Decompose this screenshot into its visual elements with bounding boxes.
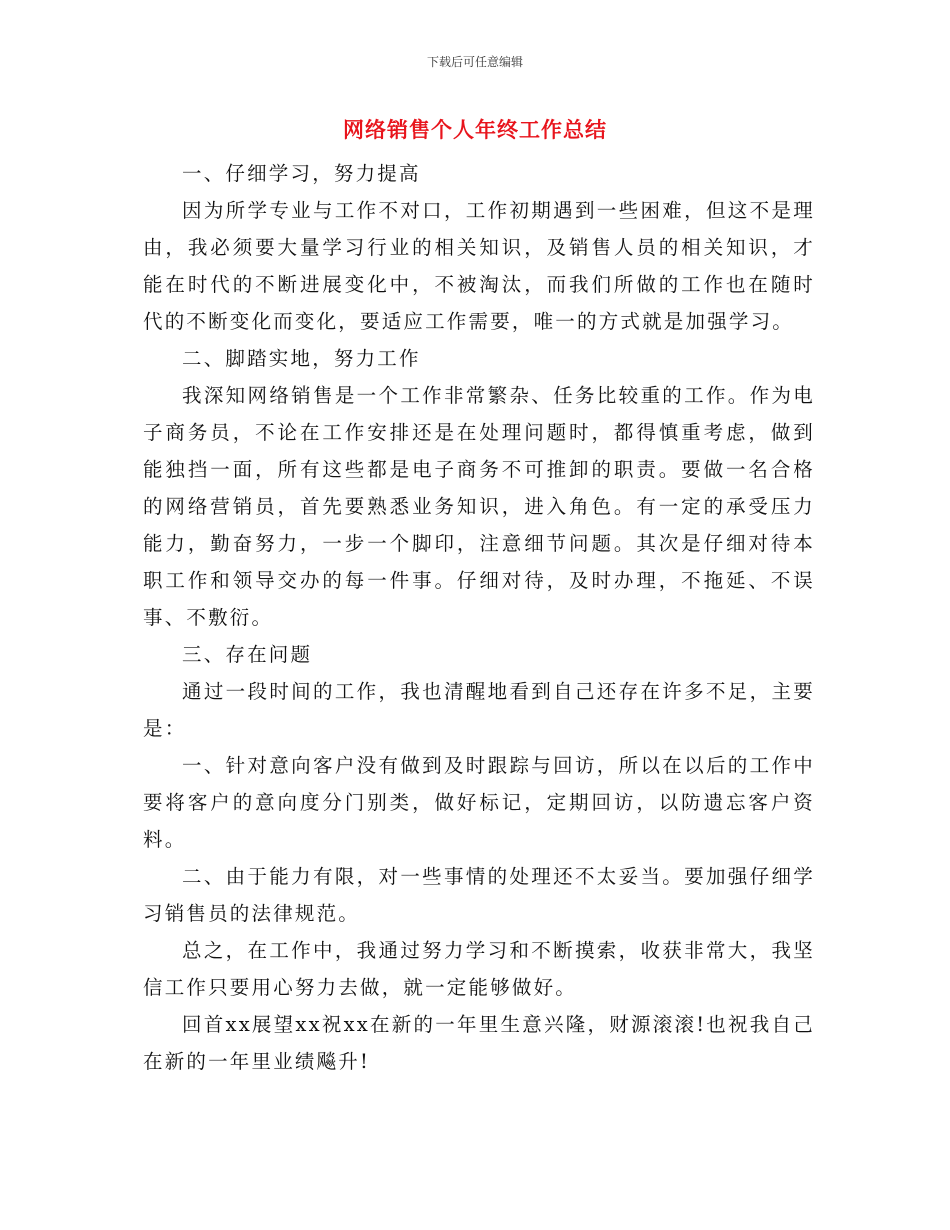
- section-heading-study: 一、仔细学习，努力提高: [182, 162, 421, 185]
- paragraph-study: 因为所学专业与工作不对口，工作初期遇到一些困难，但这不是理由，我必须要大量学习行业的相关知识，及销售人员的相关知识，才能在时代的不断进展变化中，不被淘汰，而我们所做的工作也在随时代的不断变化而变化，要适应工作需要，唯一的方式就是加强学习。: [143, 199, 815, 333]
- paragraph-closing: 回首xx展望xx祝xx在新的一年里生意兴隆，财源滚滚!也祝我自己在新的一年里业绩飚升!: [143, 1013, 815, 1073]
- document-title: 网络销售个人年终工作总结: [343, 118, 607, 142]
- section-heading-problems: 三、存在问题: [182, 643, 313, 666]
- paragraph-work: 我深知网络销售是一个工作非常繁杂、任务比较重的工作。作为电子商务员，不论在工作安排还是在处理问题时，都得慎重考虑，做到能独挡一面，所有这些都是电子商务不可推卸的职责。要做一名合格的网络营销员，首先要熟悉业务知识，进入角色。有一定的承受压力能力，勤奋努力，一步一个脚印，注意细节问题。其次是仔细对待本职工作和领导交办的每一件事。仔细对待，及时办理，不拖延、不误事、不敷衍。: [143, 384, 815, 629]
- paragraph-problems-intro: 通过一段时间的工作，我也清醒地看到自己还存在许多不足，主要是：: [143, 680, 815, 740]
- paragraph-summary: 总之，在工作中，我通过努力学习和不断摸索，收获非常大，我坚信工作只要用心努力去做，就一定能够做好。: [143, 939, 815, 999]
- paragraph-problem-one: 一、针对意向客户没有做到及时跟踪与回访，所以在以后的工作中要将客户的意向度分门别类，做好标记，定期回访，以防遗忘客户资料。: [143, 754, 815, 851]
- header-note: 下载后可任意编辑: [426, 55, 523, 69]
- section-heading-work: 二、脚踏实地，努力工作: [182, 347, 421, 370]
- paragraph-problem-two: 二、由于能力有限，对一些事情的处理还不太妥当。要加强仔细学习销售员的法律规范。: [143, 865, 815, 925]
- document-body: [143, 155, 815, 1080]
